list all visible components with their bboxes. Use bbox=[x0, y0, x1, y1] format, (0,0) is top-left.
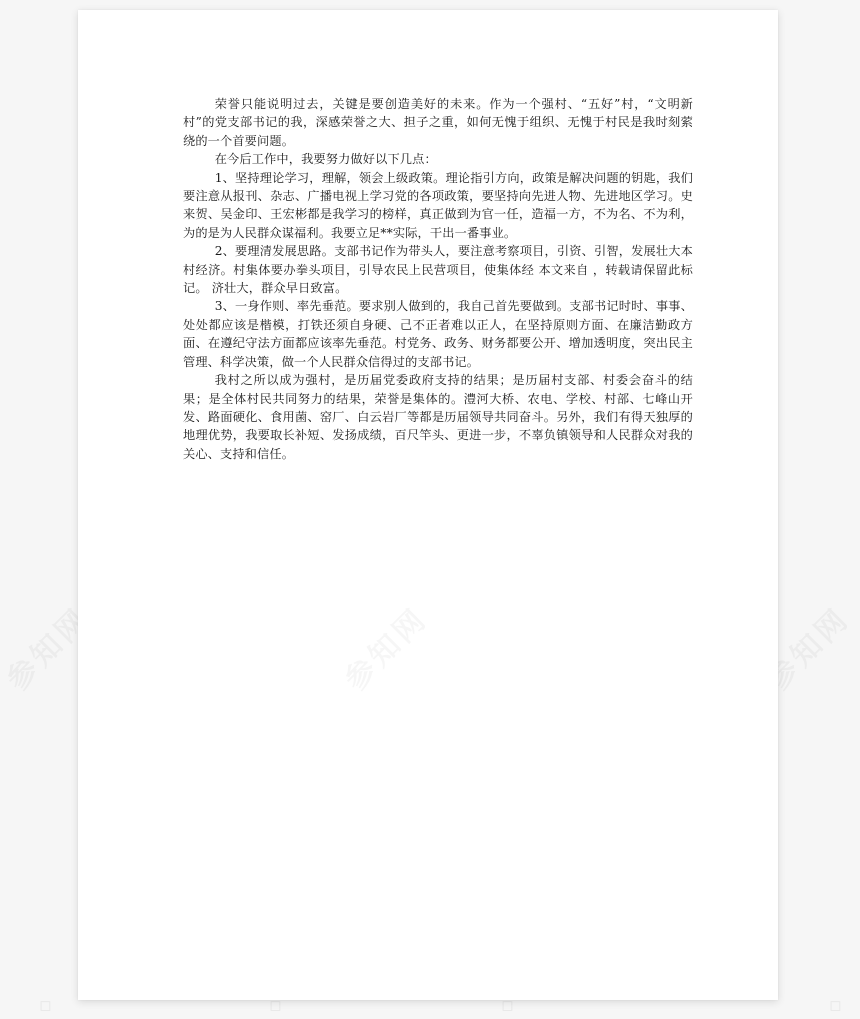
paragraph-point-1: 1、坚持理论学习，理解，领会上级政策。理论指引方向，政策是解决问题的钥匙，我们要注意从报刊、杂志、广播电视上学习党的各项政策，要坚持向先进人物、先进地区学习。史来贺、吴金印、王宏彬都是我学习的榜样，真正做到为官一任，造福一方，不为名、不为利，为的是为人民群众谋福利。我要立足**实际，干出一番事业。 bbox=[183, 170, 693, 240]
watermark-logo: ◇ bbox=[494, 993, 520, 1018]
document-page bbox=[78, 10, 778, 1000]
paragraph-point-2: 2、要理清发展思路。支部书记作为带头人，要注意考察项目，引资、引智，发展壮大本村经济。村集体要办拳头项目，引导农民上民营项目，使集体经 本文来自 ，转载请保留此标记。 济壮大，群众早日致富。 bbox=[183, 244, 693, 296]
watermark-logo: ◇ bbox=[822, 993, 848, 1018]
watermark-logo: ◇ bbox=[262, 993, 288, 1018]
paragraph-conclusion: 我村之所以成为强村，是历届党委政府支持的结果；是历届村支部、村委会奋斗的结果；是全体村民共同努力的结果，荣誉是集体的。澧河大桥、农电、学校、村部、七峰山开发、路面硬化、食用菌、窑厂、白云岩厂等都是历届领导共同奋斗。另外，我们有得天独厚的地理优势，我要取长补短、发扬成绩，百尺竿头、更进一步，不辜负镇领导和人民群众对我的关心、支持和信任。 bbox=[183, 373, 693, 461]
paragraph-point-3: 3、一身作则、率先垂范。要求别人做到的，我自己首先要做到。支部书记时时、事事、处处都应该是楷模，打铁还须自身硬、己不正者难以正人，在坚持原则方面、在廉洁勤政方面、在遵纪守法方面都应该率先垂范。村党务、政务、财务都要公开、增加透明度，突出民主管理、科学决策，做一个人民群众信得过的支部书记。 bbox=[183, 299, 693, 369]
watermark-logo: ◇ bbox=[32, 993, 58, 1018]
document-body bbox=[183, 95, 693, 463]
watermark bbox=[332, 595, 435, 698]
paragraph-lead-in: 在今后工作中，我要努力做好以下几点： bbox=[214, 152, 437, 167]
paragraph-intro: 荣誉只能说明过去，关键是要创造美好的未来。作为一个强村、“五好”村，“文明新村”的党支部书记的我，深感荣誉之大、担子之重，如何无愧于组织、无愧于村民是我时刻萦绕的一个首要问题。 bbox=[183, 97, 693, 148]
